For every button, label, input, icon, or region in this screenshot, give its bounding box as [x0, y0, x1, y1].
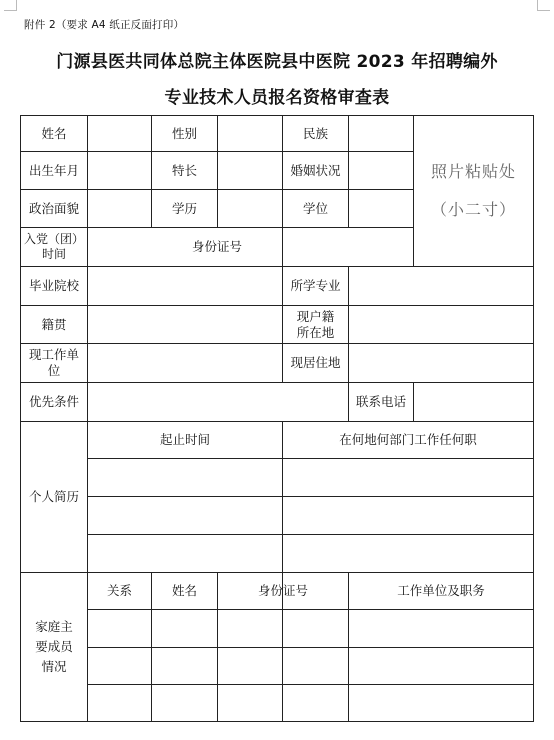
resume-period-cell-2[interactable] — [88, 497, 282, 534]
household-registration-label: 现户籍所在地 — [296, 308, 335, 340]
name-field[interactable] — [88, 116, 151, 151]
priority-conditions-field[interactable] — [88, 383, 348, 421]
phone-label: 联系电话 — [355, 394, 406, 409]
family-relation-header: 关系 — [106, 583, 132, 598]
attachment-note: 附件 2（要求 A4 纸正反面打印） — [24, 19, 185, 31]
name-label: 姓名 — [41, 125, 67, 141]
degree-field[interactable] — [349, 190, 413, 227]
marital-status-label: 婚姻状况 — [290, 162, 341, 178]
degree-label: 学位 — [302, 200, 328, 216]
current-workplace-label: 现工作单位 — [29, 347, 80, 378]
photo-placeholder[interactable] — [414, 116, 533, 266]
native-place-field[interactable] — [88, 306, 282, 343]
graduate-school-field[interactable] — [88, 267, 282, 305]
graduate-school-label: 毕业院校 — [28, 278, 79, 293]
political-status-field[interactable] — [88, 190, 151, 227]
party-join-date-field[interactable] — [88, 228, 151, 266]
resume-position-cell-1[interactable] — [283, 459, 533, 496]
photo-size-note: （小二寸） — [430, 200, 516, 219]
ethnicity-field[interactable] — [349, 116, 413, 151]
family-work-header: 工作单位及职务 — [397, 583, 485, 598]
resume-period-cell-1[interactable] — [88, 459, 282, 496]
resume-position-cell-2[interactable] — [283, 497, 533, 534]
resume-position-cell-3[interactable] — [283, 535, 533, 572]
family-section-label: 家庭主要成员情况 — [35, 619, 73, 674]
page-title-line-1: 门源县医共同体总院主体医院县中医院 2023 年招聘编外 — [56, 52, 498, 72]
birth-date-label: 出生年月 — [28, 162, 79, 178]
native-place-label: 籍贯 — [41, 316, 67, 332]
family-member-row-3[interactable] — [88, 685, 533, 721]
household-registration-field[interactable] — [349, 306, 533, 343]
resume-period-cell-3[interactable] — [88, 535, 282, 572]
family-name-header: 姓名 — [171, 583, 197, 598]
political-status-label: 政治面貌 — [28, 200, 79, 216]
party-join-date-label: 入党（团）时间 — [23, 232, 84, 261]
resume-section-label: 个人简历 — [28, 489, 79, 504]
page-title-line-2: 专业技术人员报名资格审查表 — [164, 88, 390, 108]
photo-placeholder-text: 照片粘贴处 — [430, 162, 516, 181]
family-member-row-2[interactable] — [88, 648, 533, 684]
current-workplace-field[interactable] — [88, 344, 282, 382]
major-label: 所学专业 — [290, 278, 341, 293]
major-field[interactable] — [349, 267, 533, 305]
birth-date-field[interactable] — [88, 152, 151, 189]
priority-conditions-label: 优先条件 — [28, 394, 79, 409]
family-id-header: 身份证号 — [257, 583, 308, 598]
id-number-field[interactable] — [283, 228, 413, 266]
residence-label: 现居住地 — [290, 355, 341, 370]
resume-period-header: 起止时间 — [159, 432, 210, 447]
marital-status-field[interactable] — [349, 152, 413, 189]
specialty-field[interactable] — [218, 152, 282, 189]
education-label: 学历 — [171, 200, 197, 216]
education-field[interactable] — [218, 190, 282, 227]
specialty-label: 特长 — [171, 162, 197, 178]
ethnicity-label: 民族 — [302, 125, 328, 141]
id-number-label: 身份证号 — [191, 239, 242, 254]
residence-field[interactable] — [349, 344, 533, 382]
phone-field[interactable] — [414, 383, 533, 421]
gender-field[interactable] — [218, 116, 282, 151]
gender-label: 性别 — [171, 125, 197, 141]
resume-position-header: 在何地何部门工作任何职 — [339, 432, 477, 447]
family-member-row-1[interactable] — [88, 610, 533, 647]
